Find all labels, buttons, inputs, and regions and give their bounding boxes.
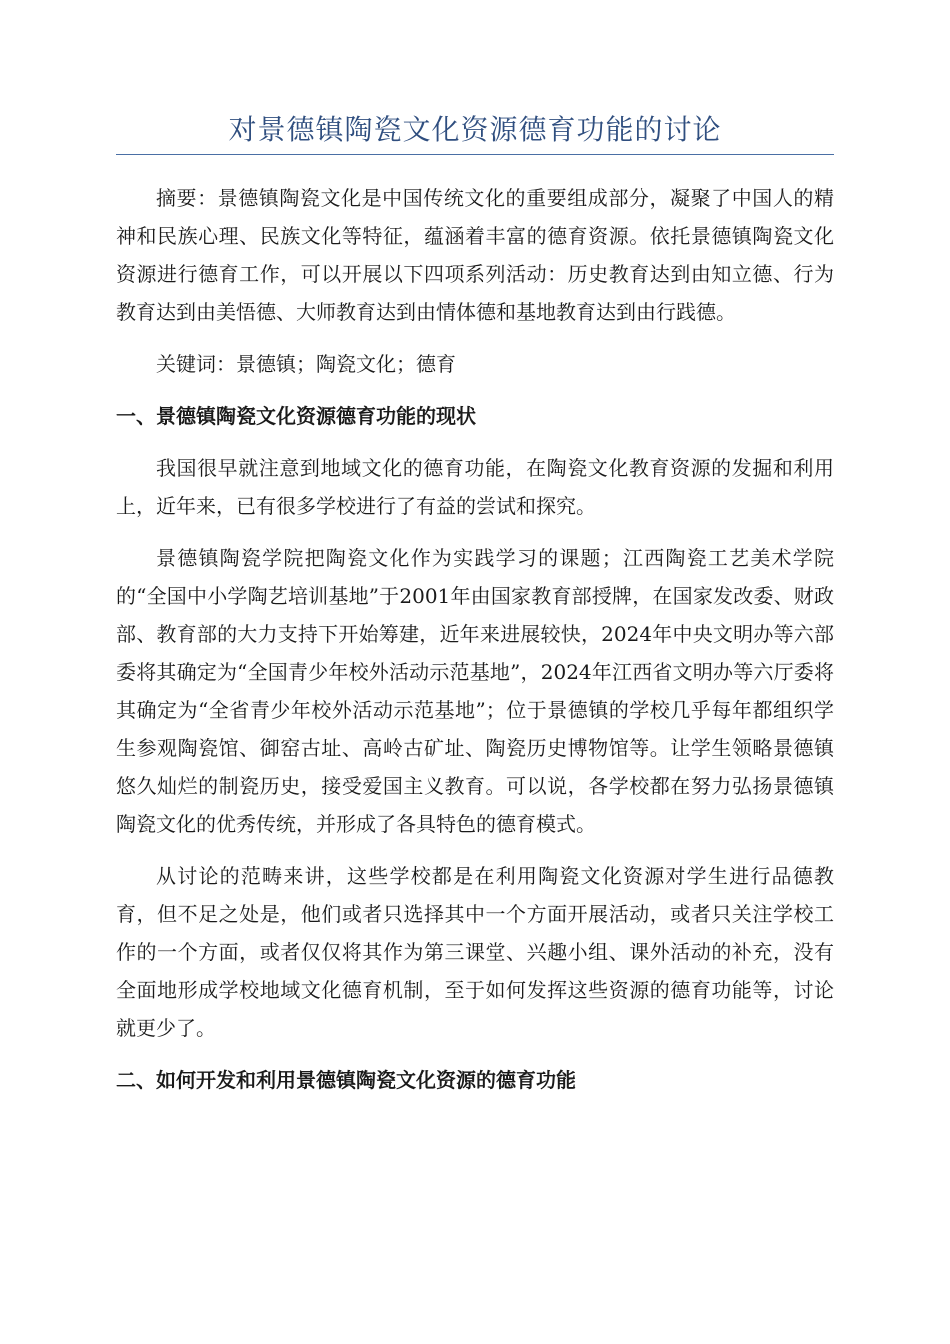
keywords-paragraph: 关键词：景德镇；陶瓷文化；德育 [156, 352, 456, 376]
section-1-heading: 一、景德镇陶瓷文化资源德育功能的现状 [116, 404, 476, 428]
section-1-paragraph-3: 从讨论的范畴来讲，这些学校都是在利用陶瓷文化资源对学生进行品德教育，但不足之处是，他们或者只选择其中一个方面开展活动，或者只关注学校工作的一个方面，或者仅仅将其作为第三课堂、兴趣小组、课外活动的补充，没有全面地形成学校地域文化德育机制，至于如何发挥这些资源的德育功能等，讨论就更少了。 [116, 864, 834, 1040]
document-title: 对景德镇陶瓷文化资源德育功能的讨论 [116, 110, 834, 155]
document-page [116, 110, 834, 1099]
section-1-paragraph-1: 我国很早就注意到地域文化的德育功能，在陶瓷文化教育资源的发掘和利用上，近年来，已有很多学校进行了有益的尝试和探究。 [116, 456, 834, 518]
abstract-paragraph: 摘要：景德镇陶瓷文化是中国传统文化的重要组成部分，凝聚了中国人的精神和民族心理、民族文化等特征，蕴涵着丰富的德育资源。依托景德镇陶瓷文化资源进行德育工作，可以开展以下四项系列活动：历史教育达到由知立德、行为教育达到由美悟德、大师教育达到由情体德和基地教育达到由行践德。 [116, 186, 834, 324]
section-1-paragraph-2: 景德镇陶瓷学院把陶瓷文化作为实践学习的课题；江西陶瓷工艺美术学院的“全国中小学陶艺培训基地”于2001年由国家教育部授牌，在国家发改委、财政部、教育部的大力支持下开始筹建，近年来进展较快，2024年中央文明办等六部委将其确定为“全国青少年校外活动示范基地”，2024年江西省文明办等六厅委将其确定为“全省青少年校外活动示范基地”；位于景德镇的学校几乎每年都组织学生参观陶瓷馆、御窑古址、高岭古矿址、陶瓷历史博物馆等。让学生领略景德镇悠久灿烂的制瓷历史，接受爱国主义教育。可以说，各学校都在努力弘扬景德镇陶瓷文化的优秀传统，并形成了各具特色的德育模式。 [116, 546, 834, 836]
section-2-heading: 二、如何开发和利用景德镇陶瓷文化资源的德育功能 [116, 1068, 576, 1092]
